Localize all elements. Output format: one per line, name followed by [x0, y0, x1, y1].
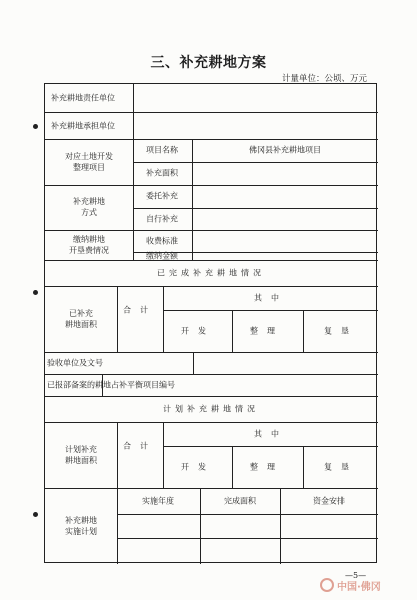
- planned-area-label: 计划补充 耕地面积: [65, 445, 97, 465]
- funding-label: 资金安排: [313, 496, 345, 506]
- planned-reclaim-label: 复垦: [324, 462, 358, 472]
- self-supplement-label: 自行补充: [146, 214, 178, 224]
- completed-develop-label: 开发: [181, 326, 215, 336]
- completed-among-label: 其中: [254, 293, 288, 303]
- supplement-method-label: 补充耕地 方式: [73, 197, 105, 217]
- completed-reclaim-label: 复垦: [324, 326, 358, 336]
- planned-section-title: 计划补充耕地情况: [163, 404, 259, 414]
- binding-hole-icon: [33, 290, 38, 295]
- land-project-label: 对应土地开发 整理项目: [65, 152, 113, 172]
- project-name-label: 项目名称: [146, 145, 178, 155]
- implementation-plan-label: 补充耕地 实施计划: [65, 516, 97, 536]
- page-number: —5—: [345, 571, 367, 580]
- binding-hole-icon: [33, 124, 38, 129]
- implementation-year-label: 实施年度: [142, 496, 174, 506]
- page-title: 三、补充耕地方案: [150, 55, 267, 71]
- watermark: [320, 576, 412, 594]
- planned-develop-label: 开发: [181, 462, 215, 472]
- watermark-text: 中国·佛冈: [337, 581, 381, 593]
- undertaking-unit-label: 补充耕地承担单位: [51, 121, 115, 131]
- responsible-unit-label: 补充耕地责任单位: [51, 93, 115, 103]
- commissioned-label: 委托补充: [146, 191, 178, 201]
- binding-hole-icon: [33, 512, 38, 517]
- completed-area-label: 已补充 耕地面积: [65, 309, 97, 329]
- plan-table: [44, 83, 377, 563]
- filed-project-number-label: 已报部备案的耕地占补平衡项目编号: [47, 380, 175, 390]
- project-name-value: 佛冈县补充耕地项目: [249, 145, 321, 155]
- planned-consolidate-label: 整理: [250, 462, 284, 472]
- reclamation-fee-label: 缴纳耕地 开垦费情况: [69, 235, 109, 255]
- completed-total-label: 合计: [123, 305, 157, 315]
- watermark-logo-icon: [320, 578, 334, 592]
- planned-total-label: 合计: [123, 441, 157, 451]
- planned-among-label: 其中: [254, 429, 288, 439]
- completed-area-column-label: 完成面积: [224, 496, 256, 506]
- fee-amount-label: 缴纳金额: [146, 251, 178, 261]
- completed-section-title: 已完成补充耕地情况: [157, 268, 265, 278]
- acceptance-label: 验收单位及文号: [47, 358, 103, 368]
- supplement-area-label: 补充面积: [146, 168, 178, 178]
- fee-standard-label: 收费标准: [146, 236, 178, 246]
- completed-consolidate-label: 整理: [250, 326, 284, 336]
- measurement-unit: 计量单位：公顷、万元: [282, 74, 368, 84]
